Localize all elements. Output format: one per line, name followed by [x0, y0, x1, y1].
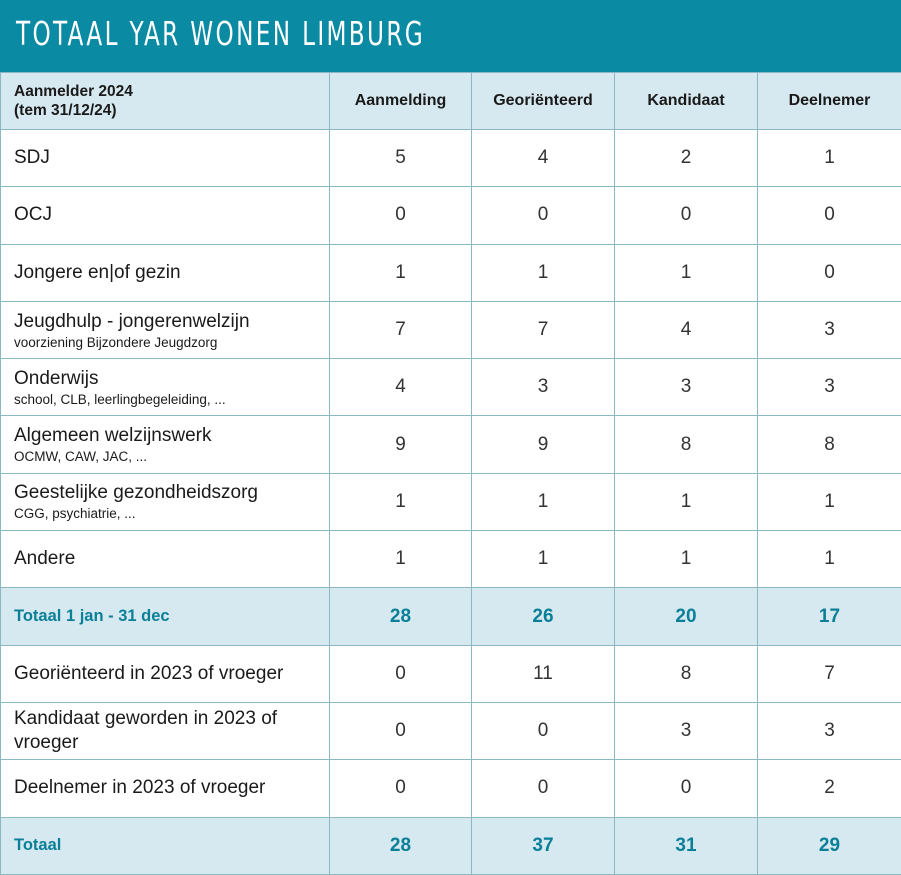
row-label-text: OCJ: [14, 204, 52, 225]
statistics-table: [0, 72, 901, 875]
cell-value: 1: [330, 244, 472, 301]
row-label: Kandidaat geworden in 2023 of vroeger: [1, 702, 330, 759]
table-row: [1, 645, 901, 702]
table-row: [1, 187, 901, 244]
cell-value: 1: [758, 531, 901, 588]
cell-value: 4: [330, 359, 472, 416]
cell-value: 0: [330, 702, 472, 759]
cell-value: 1: [330, 531, 472, 588]
header-col-georienteerd: Georiënteerd: [472, 73, 615, 130]
cell-value: 8: [758, 416, 901, 473]
cell-value: 11: [472, 645, 615, 702]
cell-value: 4: [472, 130, 615, 187]
row-label: [1, 244, 330, 301]
cell-value: 3: [472, 359, 615, 416]
total-value: 37: [472, 817, 615, 874]
cell-value: 3: [758, 301, 901, 358]
row-label-text: Algemeen welzijnswerk: [14, 425, 211, 446]
cell-value: 1: [472, 244, 615, 301]
row-label: [1, 531, 330, 588]
header-aanmelder-line1: Aanmelder 2024: [14, 83, 133, 100]
row-label-text: SDJ: [14, 147, 50, 168]
total-value: 31: [615, 817, 758, 874]
table-row: [1, 531, 901, 588]
row-label: [1, 130, 330, 187]
subtotal-value: 28: [330, 588, 472, 645]
row-sublabel: CGG, psychiatrie, ...: [14, 506, 329, 521]
row-label: Deelnemer in 2023 of vroeger: [1, 760, 330, 817]
row-sublabel: school, CLB, leerlingbegeleiding, ...: [14, 392, 329, 407]
header-col-deelnemer: Deelnemer: [758, 73, 901, 130]
cell-value: 0: [330, 645, 472, 702]
cell-value: 1: [758, 473, 901, 530]
cell-value: 9: [330, 416, 472, 473]
table-row: [1, 702, 901, 759]
table-row: [1, 416, 901, 473]
cell-value: 0: [330, 187, 472, 244]
total-value: 28: [330, 817, 472, 874]
cell-value: 3: [615, 359, 758, 416]
cell-value: 0: [472, 702, 615, 759]
cell-value: 2: [615, 130, 758, 187]
cell-value: 8: [615, 645, 758, 702]
row-label: [1, 359, 330, 416]
table-header-row: [1, 73, 901, 130]
row-label-text: Andere: [14, 548, 75, 569]
subtotal-value: 20: [615, 588, 758, 645]
row-label: Georiënteerd in 2023 of vroeger: [1, 645, 330, 702]
cell-value: 1: [758, 130, 901, 187]
subtotal-value: 17: [758, 588, 901, 645]
total-value: 29: [758, 817, 901, 874]
cell-value: 0: [758, 187, 901, 244]
total-label: Totaal: [1, 817, 330, 874]
cell-value: 2: [758, 760, 901, 817]
table-row: [1, 359, 901, 416]
row-label-text: Jongere en|of gezin: [14, 262, 181, 283]
total-row: [1, 817, 901, 874]
header-aanmelder-line2: (tem 31/12/24): [14, 102, 117, 119]
cell-value: 7: [330, 301, 472, 358]
table-row: [1, 130, 901, 187]
row-sublabel: voorziening Bijzondere Jeugdzorg: [14, 335, 329, 350]
cell-value: 3: [758, 702, 901, 759]
header-col-aanmelding: Aanmelding: [330, 73, 472, 130]
cell-value: 3: [615, 702, 758, 759]
row-label: [1, 416, 330, 473]
cell-value: 1: [615, 531, 758, 588]
subtotal-value: 26: [472, 588, 615, 645]
cell-value: 4: [615, 301, 758, 358]
cell-value: 7: [472, 301, 615, 358]
cell-value: 0: [472, 187, 615, 244]
table-row: [1, 301, 901, 358]
cell-value: 0: [615, 187, 758, 244]
cell-value: 1: [615, 473, 758, 530]
row-label-text: Jeugdhulp - jongerenwelzijn: [14, 311, 250, 332]
cell-value: 5: [330, 130, 472, 187]
cell-value: 0: [472, 760, 615, 817]
cell-value: 8: [615, 416, 758, 473]
cell-value: 3: [758, 359, 901, 416]
row-label: [1, 473, 330, 530]
subtotal-label: Totaal 1 jan - 31 dec: [1, 588, 330, 645]
cell-value: 0: [615, 760, 758, 817]
cell-value: 0: [330, 760, 472, 817]
page-title: TOTAAL YAR WONEN LIMBURG: [16, 14, 425, 53]
row-label: [1, 187, 330, 244]
cell-value: 1: [472, 473, 615, 530]
row-sublabel: OCMW, CAW, JAC, ...: [14, 449, 329, 464]
row-label: [1, 301, 330, 358]
cell-value: 1: [330, 473, 472, 530]
table-row: [1, 473, 901, 530]
row-label-text: Onderwijs: [14, 368, 98, 389]
row-label-text: Geestelijke gezondheidszorg: [14, 482, 258, 503]
cell-value: 7: [758, 645, 901, 702]
header-aanmelder: [1, 73, 330, 130]
table-row: [1, 244, 901, 301]
cell-value: 9: [472, 416, 615, 473]
table-row: [1, 760, 901, 817]
title-banner: [0, 0, 901, 72]
cell-value: 1: [615, 244, 758, 301]
cell-value: 0: [758, 244, 901, 301]
subtotal-row: [1, 588, 901, 645]
cell-value: 1: [472, 531, 615, 588]
header-col-kandidaat: Kandidaat: [615, 73, 758, 130]
